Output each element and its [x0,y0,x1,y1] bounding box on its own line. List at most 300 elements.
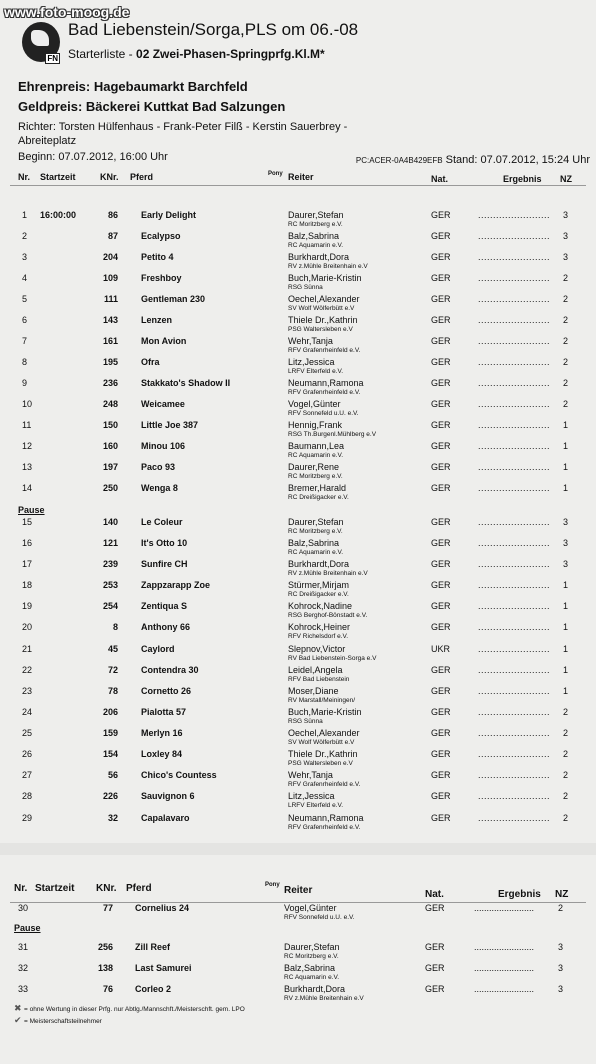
row-nat: GER [431,686,451,696]
row-nr: 23 [22,686,33,696]
row-reiter: Litz,Jessica [288,357,335,367]
row-nz: 2 [563,728,569,738]
col-reiter: Reiter [288,172,314,182]
list-subtitle [68,47,325,61]
row-verein: RV z.Mühle Breitenhain e.V [288,263,368,270]
row-ergebnis: ........................ [478,231,551,241]
row-reiter: Oechel,Alexander [288,728,360,738]
row-nat: GER [431,273,451,283]
table-row [0,942,596,964]
row-verein: RC Moritzberg e.V. [288,473,343,480]
row-ergebnis: ........................ [478,707,551,717]
row-verein: RC Aquamarin e.V. [284,974,340,981]
row-nz: 3 [558,963,564,973]
row-verein: LRFV Elterfeld e.V. [288,368,344,375]
row-reiter: Wehr,Tanja [288,336,333,346]
row-ergebnis: ........................ [478,357,551,367]
row-pferd: Anthony 66 [141,622,191,632]
row-nz: 2 [563,770,569,780]
table-row [0,315,596,337]
row-nat: GER [431,210,451,220]
row-ergebnis: ........................ [478,441,551,451]
row-nr: 22 [22,665,33,675]
row-nz: 1 [563,441,569,451]
row-nr: 26 [22,749,33,759]
row-nz: 1 [563,622,569,632]
row-nat: GER [431,538,451,548]
row-knr: 248 [102,399,118,409]
row-knr: 32 [107,813,118,823]
col-startzeit: Startzeit [35,883,75,894]
row-ergebnis: ........................ [478,580,551,590]
row-verein: RC Moritzberg e.V. [284,953,339,960]
row-knr: 161 [102,336,118,346]
row-nr: 2 [22,231,28,241]
row-reiter: Neumann,Ramona [288,813,364,823]
row-ergebnis: ........................ [478,517,551,527]
row-nr: 21 [22,644,33,654]
row-verein: RV z.Mühle Breitenhain e.V [288,570,368,577]
table-row [0,749,596,771]
row-nz: 2 [563,294,569,304]
row-nat: GER [431,791,451,801]
row-nr: 16 [22,538,33,548]
row-nr: 10 [22,399,33,409]
row-nr: 14 [22,483,33,493]
row-reiter: Balz,Sabrina [284,963,336,973]
row-ergebnis: ........................ [474,984,535,994]
row-nr: 8 [22,357,28,367]
row-ergebnis: ........................ [478,462,551,472]
row-reiter: Kohrock,Nadine [288,601,353,611]
row-pferd: Weicamee [141,399,185,409]
row-verein: RC Moritzberg e.V. [288,221,343,228]
row-reiter: Buch,Marie-Kristin [288,273,362,283]
legend-item [14,1003,245,1014]
table-row [0,963,596,985]
row-knr: 253 [102,580,118,590]
row-ergebnis: ........................ [478,622,551,632]
check-icon: ✔ [14,1015,22,1025]
row-verein: RV Bad Liebenstein-Sorga e.V [288,655,377,662]
legend-item [14,1015,102,1026]
row-knr: 140 [102,517,118,527]
row-ergebnis: ........................ [478,686,551,696]
row-reiter: Balz,Sabrina [288,538,340,548]
row-nat: GER [431,378,451,388]
row-nat: GER [431,336,451,346]
row-verein: RC Moritzberg e.V. [288,528,343,535]
row-pferd: Mon Avion [141,336,187,346]
row-knr: 150 [102,420,118,430]
row-nz: 1 [563,644,569,654]
row-knr: 56 [107,770,118,780]
legend-text: = Meisterschaftsteilnehmer [24,1018,102,1025]
table-row [0,357,596,379]
row-nz: 2 [563,273,569,283]
row-ergebnis: ........................ [474,903,535,913]
row-nz: 2 [563,399,569,409]
table-row [0,813,596,835]
row-nr: 6 [22,315,28,325]
row-pferd: Paco 93 [141,462,176,472]
row-nat: GER [431,813,451,823]
pc-id: PC:ACER-0A4B429EFB [355,156,443,165]
row-nr: 19 [22,601,33,611]
row-nz: 1 [563,686,569,696]
row-nr: 11 [22,420,32,430]
row-nz: 2 [563,378,569,388]
row-nr: 28 [22,791,33,801]
row-verein: RFV Grafenrheinfeld e.V. [288,824,361,831]
row-ergebnis: ........................ [478,420,551,430]
row-verein: RFV Sonnefeld u.U. e.V. [288,410,359,417]
row-pferd: Sauvignon 6 [141,791,195,801]
row-nz: 2 [563,791,569,801]
row-pferd: Loxley 84 [141,749,183,759]
row-ergebnis: ........................ [478,791,551,801]
row-reiter: Buch,Marie-Kristin [288,707,362,717]
row-knr: 76 [102,984,113,994]
row-knr: 143 [102,315,118,325]
geldpreis: Geldpreis: Bäckerei Kuttkat Bad Salzungen [18,99,286,114]
row-pferd: Stakkato's Shadow II [141,378,231,388]
table-row [0,420,596,442]
row-verein: RC Aquamarin e.V. [288,242,344,249]
row-ergebnis: ........................ [478,399,551,409]
row-pferd: Corleo 2 [135,984,172,994]
row-knr: 206 [102,707,118,717]
row-reiter: Slepnov,Victor [288,644,346,654]
row-ergebnis: ........................ [478,538,551,548]
row-nz: 3 [563,252,569,262]
row-nr: 20 [22,622,33,632]
table-row [0,580,596,602]
row-knr: 121 [102,538,118,548]
row-knr: 72 [107,665,118,675]
col-nz: NZ [555,889,569,900]
row-nr: 17 [22,559,33,569]
row-reiter: Vogel,Günter [288,399,341,409]
watermark: www.foto-moog.de [4,4,130,20]
row-nat: GER [431,770,451,780]
row-nat: GER [431,728,451,738]
row-nr: 13 [22,462,33,472]
row-reiter: Burkhardt,Dora [288,252,350,262]
row-knr: 77 [102,903,113,913]
richter: Richter: Torsten Hülfenhaus - Frank-Peter Filß - Kerstin Sauerbrey - [18,121,348,133]
row-verein: RFV Grafenrheinfeld e.V. [288,781,361,788]
row-verein: RFV Sonnefeld u.U. e.V. [284,914,355,921]
row-pferd: Ofra [141,357,160,367]
row-knr: 8 [112,622,118,632]
row-ergebnis: ........................ [478,770,551,780]
row-nat: GER [431,294,451,304]
row-knr: 197 [102,462,118,472]
row-ergebnis: ........................ [478,273,551,283]
row-verein: RV Marstall/Meiningen/ [288,697,356,704]
row-ergebnis: ........................ [478,210,551,220]
stand-date: Stand: 07.07.2012, 15:24 Uhr [445,154,590,166]
row-nr: 4 [22,273,28,283]
row-nat: GER [425,984,445,994]
row-reiter: Neumann,Ramona [288,378,364,388]
table-row [0,665,596,687]
row-knr: 204 [102,252,118,262]
row-pferd: Zentiqua S [141,601,188,611]
row-nat: GER [425,942,445,952]
row-knr: 159 [102,728,118,738]
col-reiter: Reiter [284,885,313,896]
horse-icon [31,30,49,46]
row-nat: GER [431,462,451,472]
row-pferd: Lenzen [141,315,173,325]
row-pferd: Cornelius 24 [135,903,190,913]
pause-label-2: Pause [14,923,41,933]
row-pferd: Merlyn 16 [141,728,183,738]
row-nr: 9 [22,378,28,388]
row-reiter: Baumann,Lea [288,441,345,451]
row-knr: 236 [102,378,118,388]
row-verein: PSG Waltersleben e.V [288,760,353,767]
row-verein: RSG Sünna [288,718,323,725]
row-nz: 1 [563,483,569,493]
table-row [0,707,596,729]
col-pony: Pony [265,882,280,888]
table-row [0,336,596,358]
col-knr: KNr. [100,172,119,182]
row-ergebnis: ........................ [478,252,551,262]
row-nz: 3 [563,517,569,527]
col-pferd: Pferd [130,172,154,182]
row-reiter: Bremer,Harald [288,483,347,493]
table-row [0,686,596,708]
col-nz: NZ [560,174,572,184]
row-nr: 3 [22,252,28,262]
row-knr: 109 [102,273,118,283]
row-pferd: Freshboy [141,273,182,283]
table-row [0,399,596,421]
row-nr: 30 [18,903,29,913]
row-reiter: Daurer,Stefan [288,210,344,220]
row-startzeit: 16:00:00 [40,210,77,220]
row-nat: GER [431,420,451,430]
row-pferd: Le Coleur [141,517,183,527]
row-nr: 1 [22,210,28,220]
row-nr: 32 [18,963,29,973]
row-ergebnis: ........................ [478,378,551,388]
row-nr: 33 [18,984,29,994]
legend-text: = ohne Wertung in dieser Prfg. nur Abtlg./Mannschft./Meisterschft. gem. LPO [24,1006,245,1013]
table-row [0,273,596,295]
row-nz: 1 [563,580,569,590]
row-pferd: Capalavaro [141,813,190,823]
row-knr: 87 [107,231,118,241]
table-row [0,622,596,644]
row-ergebnis: ........................ [474,963,535,973]
ehrenpreis: Ehrenpreis: Hagebaumarkt Barchfeld [18,79,248,94]
row-nz: 2 [563,336,569,346]
col-ergebnis: Ergebnis [503,174,542,184]
row-nz: 1 [563,462,569,472]
row-verein: RFV Grafenrheinfeld e.V. [288,389,361,396]
row-nat: GER [431,665,451,675]
row-reiter: Daurer,Stefan [288,517,344,527]
beginn: Beginn: 07.07.2012, 16:00 Uhr [18,151,168,163]
row-ergebnis: ........................ [478,559,551,569]
row-pferd: Gentleman 230 [141,294,206,304]
row-pferd: Caylord [141,644,175,654]
row-pferd: Cornetto 26 [141,686,192,696]
row-verein: PSG Waltersleben e.V [288,326,353,333]
row-nat: GER [425,903,445,913]
row-nr: 27 [22,770,33,780]
row-pferd: Wenga 8 [141,483,178,493]
row-reiter: Kohrock,Heiner [288,622,351,632]
row-pferd: Pialotta 57 [141,707,187,717]
logo-text: FN [47,54,58,63]
row-nat: GER [431,399,451,409]
row-pferd: Contendra 30 [141,665,199,675]
row-nat: GER [431,483,451,493]
row-knr: 160 [102,441,118,451]
row-knr: 226 [102,791,118,801]
row-nat: GER [431,315,451,325]
row-nz: 3 [558,984,564,994]
row-nz: 1 [563,601,569,611]
col-pony: Pony [268,171,283,177]
row-nr: 24 [22,707,33,717]
row-nz: 1 [563,420,569,430]
row-nz: 2 [563,749,569,759]
stand [356,154,590,166]
table-row [0,770,596,792]
row-verein: RC Aquamarin e.V. [288,549,344,556]
col-nr: Nr. [14,883,28,894]
table-row [0,644,596,666]
row-verein: RSG Th.Burgenl.Mühlberg e.V [288,431,377,438]
row-reiter: Hennig,Frank [288,420,343,430]
row-ergebnis: ........................ [478,813,551,823]
row-verein: RC Dreißigacker e.V. [288,494,349,501]
fn-logo [22,22,60,62]
row-nz: 2 [563,707,569,717]
row-nat: UKR [431,644,451,654]
row-ergebnis: ........................ [478,749,551,759]
row-verein: RSG Sünna [288,284,323,291]
table-row [0,462,596,484]
row-knr: 239 [102,559,118,569]
row-nz: 3 [563,559,569,569]
col-startzeit: Startzeit [40,172,76,182]
row-nz: 2 [563,357,569,367]
table-row [0,559,596,581]
row-pferd: Chico's Countess [141,770,217,780]
col-nr: Nr. [18,172,31,182]
table-row [0,538,596,560]
row-pferd: Petito 4 [141,252,174,262]
row-nr: 29 [22,813,33,823]
row-pferd: Little Joe 387 [141,420,199,430]
row-nat: GER [431,580,451,590]
row-knr: 111 [103,294,118,304]
row-ergebnis: ........................ [478,315,551,325]
row-nz: 3 [563,210,569,220]
row-nz: 3 [563,231,569,241]
row-reiter: Thiele Dr.,Kathrin [288,315,358,325]
row-nr: 7 [22,336,28,346]
table-row [0,483,596,505]
row-nr: 31 [18,942,29,952]
table-row [0,517,596,539]
row-verein: RFV Richelsdorf e.V. [288,633,349,640]
row-verein: SV Wolf Wölferbütt e.V [288,305,355,312]
event-title: Bad Liebenstein/Sorga,PLS om 06.-08 [68,20,359,39]
row-knr: 195 [102,357,118,367]
row-reiter: Burkhardt,Dora [284,984,346,994]
row-verein: RV z.Mühle Breitenhain e.V [284,995,364,1002]
row-pferd: It's Otto 10 [141,538,188,548]
row-reiter: Vogel,Günter [284,903,337,913]
row-reiter: Litz,Jessica [288,791,335,801]
row-pferd: Minou 106 [141,441,186,451]
col-nat: Nat. [425,889,444,900]
col-nat: Nat. [431,174,449,184]
competition-name: 02 Zwei-Phasen-Springprfg.Kl.M* [136,47,325,61]
row-reiter: Wehr,Tanja [288,770,333,780]
header-divider [10,185,586,186]
subtitle-prefix: Starterliste - [68,47,133,61]
row-verein: RC Dreißigacker e.V. [288,591,349,598]
row-knr: 78 [107,686,118,696]
row-nr: 12 [22,441,33,451]
row-reiter: Leidel,Angela [288,665,343,675]
row-ergebnis: ........................ [478,665,551,675]
row-ergebnis: ........................ [478,336,551,346]
row-knr: 256 [97,942,113,952]
table-row [0,252,596,274]
col-knr: KNr. [96,883,117,894]
row-nat: GER [431,231,451,241]
row-nr: 25 [22,728,33,738]
abreiteplatz: Abreiteplatz [18,135,77,147]
row-nat: GER [431,252,451,262]
row-nat: GER [431,357,451,367]
table-row [0,378,596,400]
row-nz: 1 [563,665,569,675]
row-nat: GER [431,559,451,569]
row-nat: GER [431,749,451,759]
row-verein: RC Aquamarin e.V. [288,452,344,459]
row-reiter: Oechel,Alexander [288,294,360,304]
row-nat: GER [431,517,451,527]
row-verein: SV Wolf Wölferbütt e.V [288,739,355,746]
row-nr: 15 [22,517,33,527]
row-knr: 254 [102,601,118,611]
row-reiter: Stürmer,Mirjam [288,580,350,590]
col-ergebnis: Ergebnis [498,889,541,900]
row-verein: RFV Bad Liebenstein [288,676,350,683]
row-nat: GER [431,707,451,717]
row-knr: 45 [107,644,118,654]
table-row [0,231,596,253]
row-knr: 86 [107,210,118,220]
row-ergebnis: ........................ [478,601,551,611]
table-row [0,791,596,813]
row-verein: LRFV Elterfeld e.V. [288,802,344,809]
row-nat: GER [425,963,445,973]
row-nz: 3 [558,942,564,952]
